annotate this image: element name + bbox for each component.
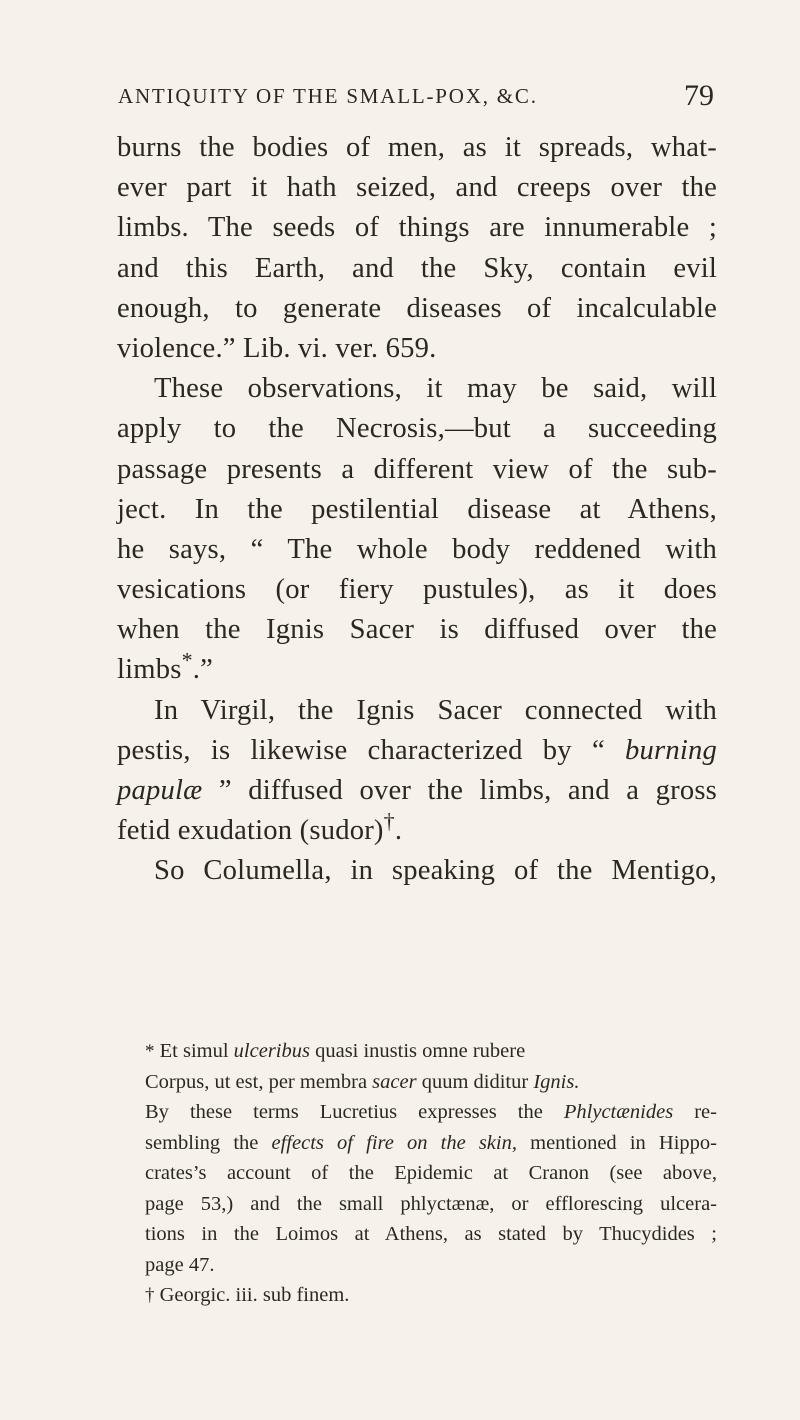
text-line: These observations, it may be said, will [154,373,717,405]
italic-fragment: burning [625,734,717,766]
text-line: limbs. The seeds of things are innumerable ; [117,212,717,244]
text-line: apply to the Necrosis,—but a succeeding [117,413,717,445]
page-header [118,76,714,116]
text-line: ject. In the pestilential disease at Athens, [117,493,717,525]
footnote-mark-dagger: † [145,1285,155,1306]
text-fragment: Et simul [154,1040,234,1062]
text-fragment: Georgic. iii. sub finem. [154,1284,350,1306]
text-fragment: pestis, is likewise characterized by “ [117,734,626,766]
text-line: he says, “ The whole body reddened with [117,533,717,565]
italic-fragment: papulæ [117,775,203,806]
italic-fragment: Ignis. [533,1070,580,1093]
running-head: ANTIQUITY OF THE SMALL-POX, &C. [118,84,538,108]
footnote-line: crates’s account of the Epidemic at Cranon (see above, [145,1162,717,1184]
text-fragment: fetid exudation (sudor) [117,815,384,847]
footnote-line [117,1280,717,1311]
text-line: and this Earth, and the Sky, contain evil [117,252,717,284]
italic-fragment: sacer [372,1070,417,1093]
page-number: 79 [684,79,714,112]
text-fragment: .” [192,654,214,686]
italic-fragment: effects of fire on the skin, [271,1131,517,1154]
footnote-ref-dagger: † [383,808,395,834]
text-line: passage presents a different view of the sub- [117,453,717,485]
text-line [117,771,717,811]
text-fragment: quasi inustis omne rubere [309,1040,526,1062]
text-line [117,647,717,690]
footnote-line: page 47. [145,1253,215,1276]
footnote-line [117,1128,717,1159]
text-line: burns the bodies of men, as it spreads, what- [117,132,717,163]
footnote-line [117,1036,717,1067]
footnote-line: tions in the Loimos at Athens, as stated by Thucydides ; [145,1223,717,1245]
main-text [117,128,717,892]
text-fragment: limbs [117,654,182,686]
text-fragment: re- [673,1101,717,1123]
text-line: enough, to generate diseases of incalculable [117,292,717,324]
italic-fragment: ulceribus [233,1040,310,1062]
text-fragment: By these terms Lucretius expresses the [145,1101,564,1123]
text-line [117,808,717,851]
footnote-line [117,1097,717,1128]
text-fragment: ” diffused over the limbs, and a gross [202,775,717,806]
text-fragment: quum diditur [416,1070,534,1093]
text-line: ever part it hath seized, and creeps over the [117,172,717,204]
text-fragment: . [394,815,403,847]
text-line: In Virgil, the Ignis Sacer connected with [154,694,717,726]
footnote-line [117,1067,717,1098]
text-line [117,731,717,771]
text-fragment: Corpus, ut est, per membra [145,1070,373,1093]
text-line: vesications (or fiery pustules), as it does [117,574,717,606]
text-fragment: sembling the [145,1131,272,1154]
footnote-mark-asterisk: * [145,1041,155,1062]
text-fragment: mentioned in Hippo- [516,1131,717,1154]
italic-fragment: Phlyctænides [563,1101,674,1123]
text-line: when the Ignis Sacer is diffused over the [117,614,717,646]
footnote-ref-asterisk: * [181,647,193,673]
text-line: So Columella, in speaking of the Mentigo, [154,855,717,887]
footnote-line: page 53,) and the small phlyctænæ, or efflorescing ulcera- [145,1192,717,1215]
text-line: violence.” Lib. vi. ver. 659. [117,332,437,364]
footnotes [117,1036,717,1311]
